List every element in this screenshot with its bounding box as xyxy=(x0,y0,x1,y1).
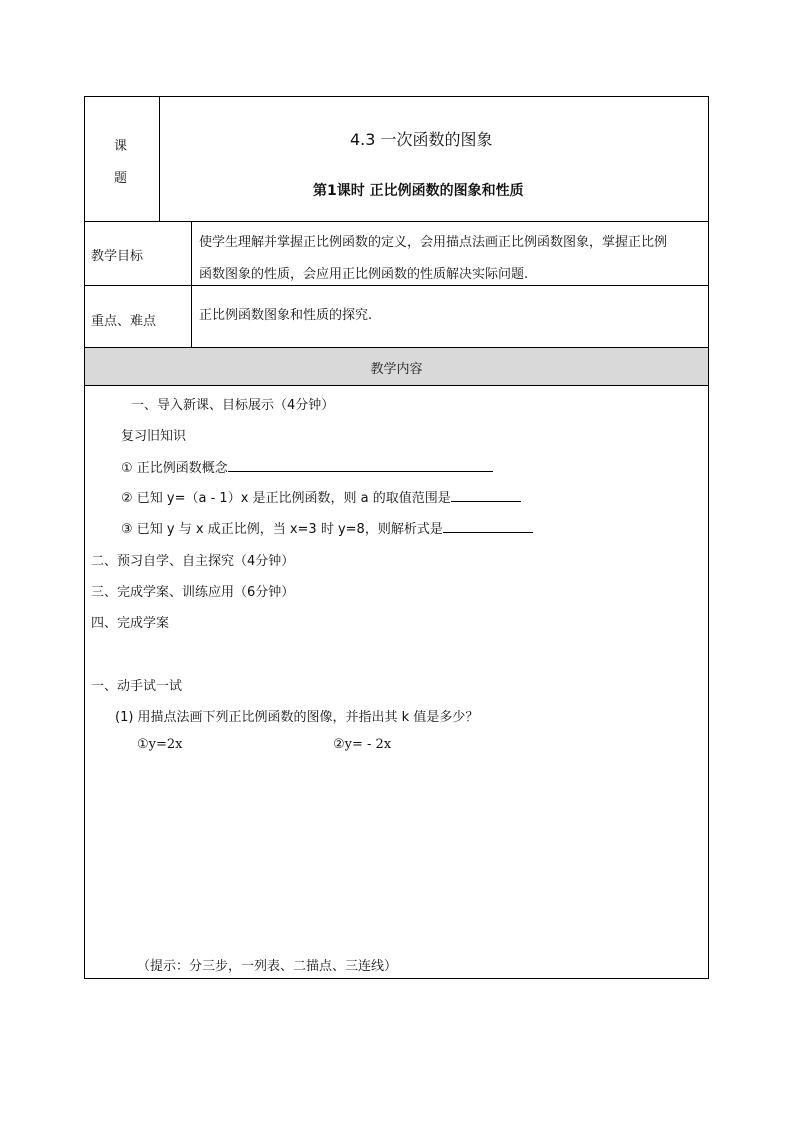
review-heading: 复习旧知识 xyxy=(121,429,187,444)
row-divider xyxy=(85,285,708,286)
function-2: ②y= - 2x xyxy=(333,737,392,752)
section-complete: 四、完成学案 xyxy=(91,616,170,631)
keypoints-text: 正比例函数图象和性质的探究. xyxy=(199,308,373,323)
question-3-text: ③ 已知 y 与 x 成正比例，当 x=3 时 y=8，则解析式是 xyxy=(121,522,443,537)
row-divider xyxy=(85,221,708,222)
question-2 xyxy=(121,487,521,506)
section-practice: 三、完成学案、训练应用（6分钟） xyxy=(91,585,295,600)
objectives-label: 教学目标 xyxy=(91,249,144,264)
objectives-line1: 使学生理解并掌握正比例函数的定义，会用描点法画正比例函数图象，掌握正比例 xyxy=(199,235,668,250)
lesson-plan-table xyxy=(84,96,709,979)
topic-label-line1: 课 xyxy=(114,139,128,154)
answer-blank xyxy=(451,489,521,502)
column-divider xyxy=(191,221,192,285)
section-preview: 二、预习自学、自主探究（4分钟） xyxy=(91,554,295,569)
row-divider xyxy=(85,385,708,386)
try-heading: 一、动手试一试 xyxy=(91,679,183,694)
answer-blank xyxy=(228,459,493,472)
keypoints-label: 重点、难点 xyxy=(91,314,157,329)
topic-label-line2: 题 xyxy=(114,171,128,186)
question-2-text: ② 已知 y=（a - 1）x 是正比例函数，则 a 的取值范围是 xyxy=(121,491,451,506)
function-1: ①y=2x xyxy=(137,737,183,752)
answer-blank xyxy=(443,520,533,533)
lesson-subtitle: 第1课时 正比例函数的图象和性质 xyxy=(313,183,524,199)
content-header: 教学内容 xyxy=(370,362,423,377)
task-text: (1) 用描点法画下列正比例函数的图像，并指出其 k 值是多少？ xyxy=(115,710,479,725)
hint-text: （提示：分三步，一列表、二描点、三连线） xyxy=(137,959,398,974)
question-1-text: ① 正比例函数概念 xyxy=(121,461,228,476)
column-divider xyxy=(159,97,160,221)
lesson-title: 4.3 一次函数的图象 xyxy=(350,130,493,149)
section-intro: 一、导入新课、目标展示（4分钟） xyxy=(131,398,335,413)
objectives-line2: 函数图象的性质，会应用正比例函数的性质解决实际问题. xyxy=(199,267,529,282)
question-3 xyxy=(121,518,533,537)
question-1 xyxy=(121,457,493,476)
column-divider xyxy=(191,285,192,347)
